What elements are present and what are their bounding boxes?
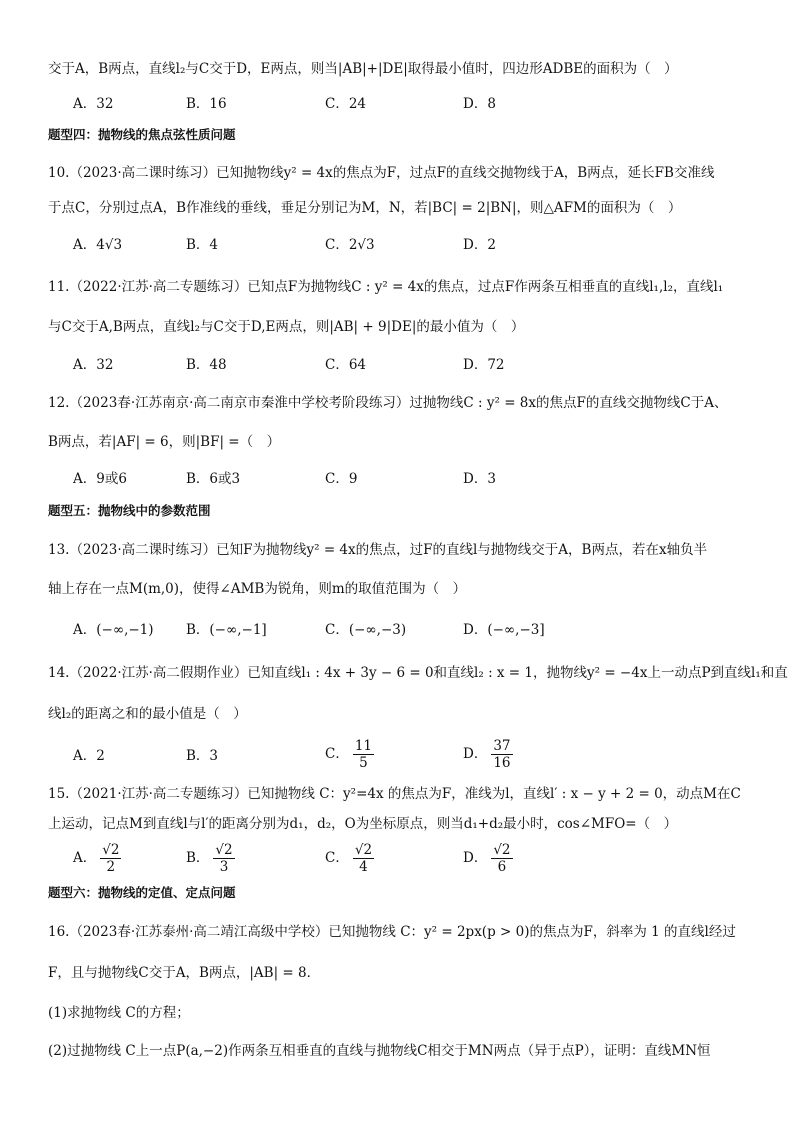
question-12-options <box>73 470 533 506</box>
section-heading-5: 题型五：抛物线中的参数范围 <box>48 503 211 518</box>
option-a[interactable]: A．(−∞,−1) <box>73 622 154 638</box>
fraction <box>353 842 374 875</box>
option-d[interactable]: D．(−∞,−3] <box>463 622 545 638</box>
question-16-line-2: F，且与抛物线C交于A，B两点，|AB| = 8． <box>48 965 321 981</box>
question-13-options <box>73 621 545 657</box>
option-b[interactable]: B．(−∞,−1] <box>186 622 267 638</box>
question-12-line-2: B两点，若|AF| = 6，则|BF| =（ ） <box>48 434 281 450</box>
option-d[interactable]: D．3 <box>463 471 496 487</box>
fraction-numerator: 37 <box>493 738 511 754</box>
option-a[interactable]: A．2 <box>73 748 105 764</box>
option-c-label: C． <box>325 746 349 762</box>
fraction-numerator: √2 <box>493 842 511 858</box>
question-14-line-1: 14.（2022·江苏·高二假期作业）已知直线l₁ : 4x + 3y − 6 = 0和直线l₂ : x = 1，抛物线y² = −4x上一动点P到直线l₁和直 <box>48 665 788 681</box>
question-11-line-2: 与C交于A,B两点，直线l₂与C交于D,E两点，则|AB| + 9|DE|的最小值为（ ） <box>48 319 525 335</box>
question-10-line-1: 10.（2023·高二课时练习）已知抛物线y² = 4x的焦点为F，过点F的直线交抛物线于A，B两点，延长FB交准线 <box>48 165 715 181</box>
fraction <box>491 842 512 875</box>
option-d[interactable]: D．2 <box>463 237 496 253</box>
option-d[interactable]: D．72 <box>463 357 505 373</box>
question-12-line-1: 12.（2023春·江苏南京·高二南京市秦淮中学校考阶段练习）过抛物线C : y² = 8x的焦点F的直线交抛物线C于A、 <box>48 395 728 411</box>
option-a-label: A． <box>73 850 97 866</box>
fraction-numerator: 11 <box>354 738 373 754</box>
question-14-line-2: 线l₂的距离之和的最小值是（ ） <box>48 706 247 722</box>
section-heading-4: 题型四：抛物线的焦点弦性质问题 <box>48 127 236 142</box>
fraction-numerator: √2 <box>102 842 120 858</box>
option-b[interactable]: B．4 <box>186 237 219 253</box>
fraction <box>213 842 234 875</box>
option-c[interactable] <box>325 842 374 875</box>
fraction-denominator: 4 <box>359 859 368 875</box>
option-d-label: D． <box>463 746 488 762</box>
question-14-options <box>73 738 533 774</box>
option-c[interactable]: C．(−∞,−3) <box>325 622 407 638</box>
option-b[interactable]: B．16 <box>186 96 227 112</box>
fraction-denominator: 5 <box>359 755 368 771</box>
option-a[interactable] <box>73 842 121 875</box>
option-b[interactable] <box>186 842 235 875</box>
fraction-denominator: 6 <box>497 859 507 875</box>
option-c[interactable] <box>325 738 374 771</box>
option-c[interactable]: C．64 <box>325 357 367 373</box>
option-c[interactable]: C．2√3 <box>325 237 375 253</box>
option-c-label: C． <box>325 850 349 866</box>
fraction-numerator: √2 <box>354 842 373 858</box>
question-16-part-2: (2)过抛物线 C上一点P(a,−2)作两条互相垂直的直线与抛物线C相交于MN两点（异于点P），证明：直线MN恒 <box>48 1043 711 1059</box>
fraction-denominator: 3 <box>219 859 229 875</box>
section-heading-6: 题型六：抛物线的定值、定点问题 <box>48 885 236 900</box>
question-10-line-2: 于点C，分别过点A，B作准线的垂线，垂足分别记为M，N，若|BC| = 2|BN|，则△AFM的面积为（ ） <box>48 200 682 216</box>
option-d[interactable] <box>463 842 513 875</box>
option-d[interactable] <box>463 738 513 771</box>
question-15-line-2: 上运动，记点M到直线l与l′的距离分别为d₁，d₂，O为坐标原点，则当d₁+d₂最小时，cos∠MFO=（ ） <box>48 816 678 832</box>
option-b[interactable]: B．6或3 <box>186 471 241 487</box>
question-9-text: 交于A，B两点，直线l₂与C交于D，E两点，则当|AB|+|DE|取得最小值时，四边形ADBE的面积为（ ） <box>48 61 678 77</box>
question-15-options <box>73 842 533 878</box>
option-d[interactable]: D．8 <box>463 96 496 112</box>
option-a[interactable]: A．4√3 <box>73 237 123 253</box>
option-a[interactable]: A．9或6 <box>73 471 127 487</box>
option-b-label: B． <box>186 850 210 866</box>
question-13-line-2: 轴上存在一点M(m,0)，使得∠AMB为锐角，则m的取值范围为（ ） <box>48 581 467 597</box>
option-a[interactable]: A．32 <box>73 357 114 373</box>
question-13-line-1: 13.（2023·高二课时练习）已知F为抛物线y² = 4x的焦点，过F的直线l与抛物线交于A，B两点，若在x轴负半 <box>48 542 708 558</box>
question-11-line-1: 11.（2022·江苏·高二专题练习）已知点F为抛物线C : y² = 4x的焦点，过点F作两条互相垂直的直线l₁,l₂，直线l₁ <box>48 279 724 295</box>
option-c[interactable]: C．9 <box>325 471 358 487</box>
fraction-numerator: √2 <box>215 842 233 858</box>
fraction <box>100 842 121 875</box>
fraction-denominator: 2 <box>106 859 116 875</box>
question-15-line-1: 15.（2021·江苏·高二专题练习）已知抛物线 C：y²=4x 的焦点为F，准线为l，直线l′ : x − y + 2 = 0，动点M在C <box>48 786 741 802</box>
question-16-part-1: (1)求抛物线 C的方程； <box>48 1005 190 1021</box>
fraction <box>353 738 374 771</box>
question-16-line-1: 16.（2023春·江苏泰州·高二靖江高级中学校）已知抛物线 C：y² = 2px(p > 0)的焦点为F，斜率为 1 的直线l经过 <box>48 924 736 940</box>
question-10-options <box>73 236 533 272</box>
option-a[interactable]: A．32 <box>73 96 114 112</box>
fraction <box>491 738 512 771</box>
option-b[interactable]: B．3 <box>186 748 219 764</box>
option-c[interactable]: C．24 <box>325 96 367 112</box>
question-11-options <box>73 356 533 392</box>
fraction-denominator: 16 <box>493 755 511 771</box>
option-b[interactable]: B．48 <box>186 357 227 373</box>
option-d-label: D． <box>463 850 488 866</box>
